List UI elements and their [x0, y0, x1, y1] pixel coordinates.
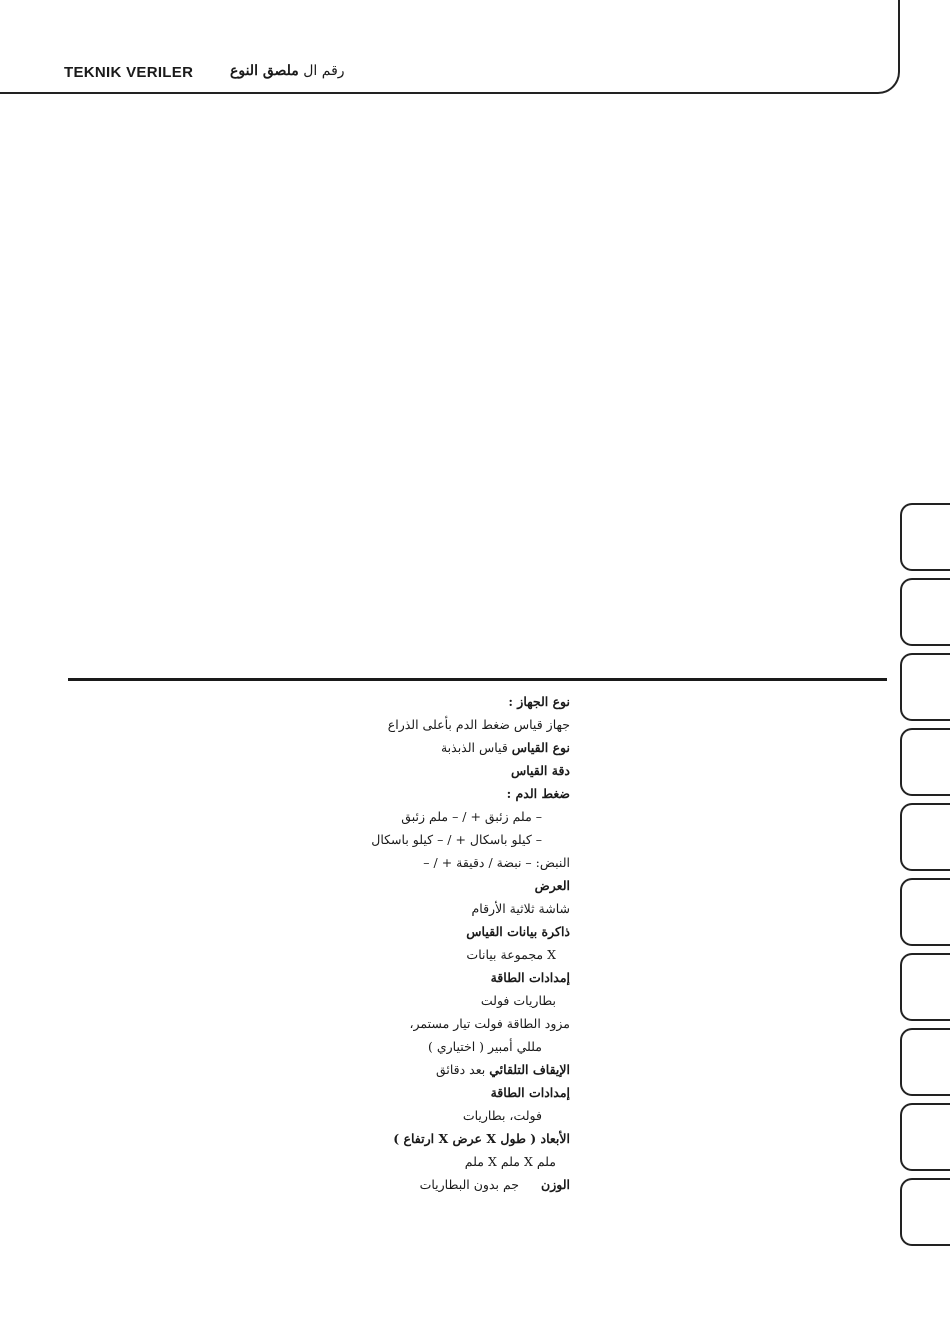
- measurement-type: [200, 736, 570, 759]
- power-supply-ma-value: مللي أمبير ( اختياري ): [427, 1039, 542, 1054]
- side-tab[interactable]: [900, 803, 950, 871]
- measurement-type-label: نوع القياس: [511, 740, 570, 755]
- weight-label: الوزن: [541, 1177, 570, 1192]
- weight: [200, 1173, 570, 1196]
- side-tab[interactable]: [900, 728, 950, 796]
- display-label: العرض: [534, 878, 570, 893]
- device-type-label: نوع الجهاز :: [508, 694, 570, 709]
- auto-off-label: الإيقاف التلقائي: [489, 1062, 570, 1077]
- memory-label: ذاكرة بيانات القياس: [466, 924, 570, 939]
- pulse-value: النبض: – نبضة / دقيقة + / –: [423, 855, 570, 870]
- auto-off: [200, 1058, 570, 1081]
- power-supply-value: مزود الطاقة فولت تيار مستمر،: [409, 1016, 570, 1031]
- side-tab[interactable]: [900, 503, 950, 571]
- side-tab[interactable]: [900, 578, 950, 646]
- measurement-type-value: قياس الذبذبة: [440, 740, 508, 755]
- page-title-latin: TEKNIK VERILER: [64, 64, 194, 81]
- auto-off-value: بعد دقائق: [435, 1062, 486, 1077]
- side-tab-strip: [900, 503, 950, 1253]
- side-tab[interactable]: [900, 953, 950, 1021]
- power-batteries-value: بطاريات فولت: [480, 993, 556, 1008]
- power-volts-value: فولت، بطاريات: [462, 1108, 542, 1123]
- side-tab[interactable]: [900, 878, 950, 946]
- device-type-value: جهاز قياس ضغط الدم بأعلى الذراع: [387, 717, 570, 732]
- blood-pressure-label: ضغط الدم :: [506, 786, 570, 801]
- section-divider: [68, 678, 887, 681]
- memory-value: X مجموعة بيانات: [466, 947, 556, 962]
- side-tab[interactable]: [900, 1028, 950, 1096]
- side-tab[interactable]: [900, 1178, 950, 1246]
- weight-value: جم بدون البطاريات: [419, 1177, 520, 1192]
- technical-specs: [200, 690, 570, 1196]
- bp-kpa-value: – كيلو باسكال + / – كيلو باسكال: [371, 832, 542, 847]
- type-label-prefix: رقم ال: [303, 63, 345, 79]
- page-title-arabic: [230, 63, 345, 79]
- bp-mmhg-value: – ملم زئبق + / – ملم زئبق: [401, 809, 542, 824]
- dimensions-value: ملم X ملم X ملم: [464, 1154, 556, 1169]
- type-label-bold: ملصق النوع: [230, 63, 299, 79]
- side-tab[interactable]: [900, 1103, 950, 1171]
- power-label-primary: إمدادات الطاقة: [490, 970, 570, 985]
- accuracy-label: دقة القياس: [510, 763, 570, 778]
- display-value: شاشة ثلاثية الأرقام: [471, 901, 570, 916]
- power-label-secondary: إمدادات الطاقة: [490, 1085, 570, 1100]
- side-tab[interactable]: [900, 653, 950, 721]
- dimensions-label: الأبعاد ( طول X عرض X ارتفاع ): [393, 1131, 570, 1146]
